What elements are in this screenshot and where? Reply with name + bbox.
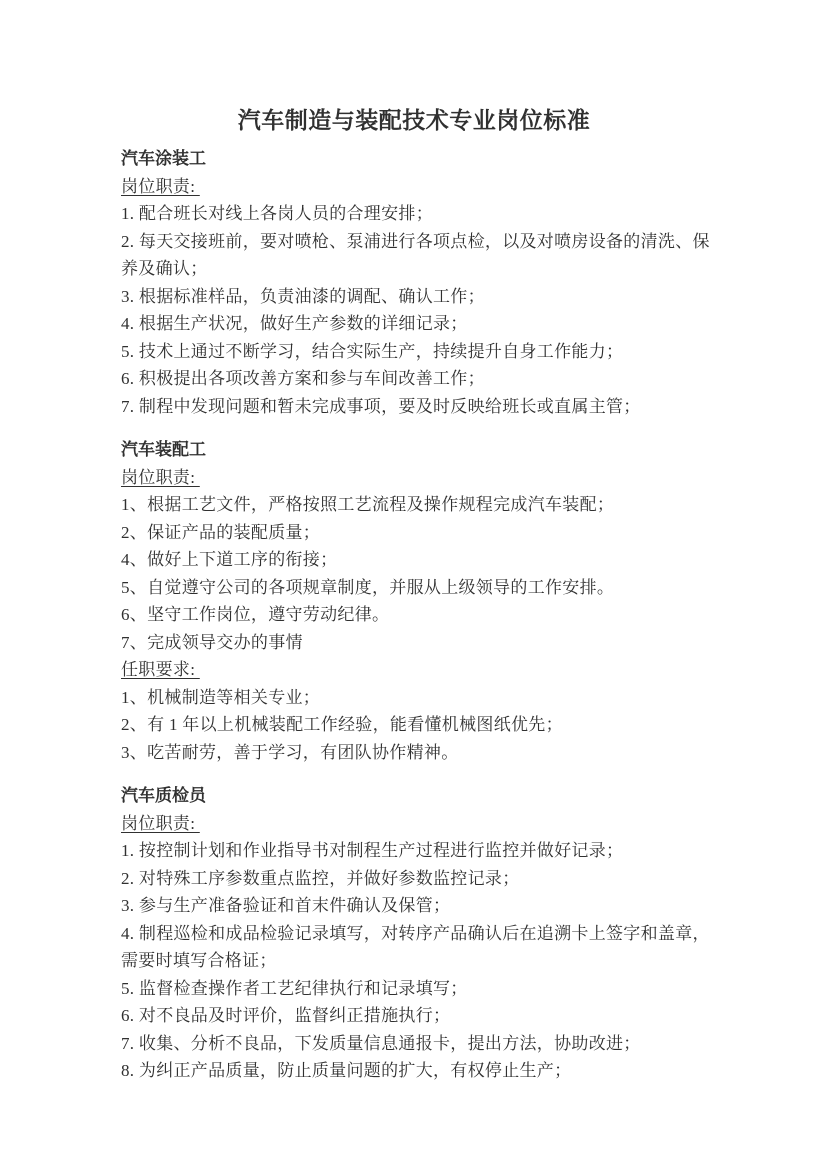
list-subheading-text: 岗位职责: [121,176,200,196]
list-item-line: 养及确认； [121,259,208,278]
list-subheading-text: 任职要求: [121,660,200,679]
job-section [121,436,730,766]
list-item-line: 1. 按控制计划和作业指导书对制程生产过程进行监控并做好记录； [121,841,624,860]
list-item-line: 3. 根据标准样品，负责油漆的调配、确认工作； [121,286,485,306]
list-item-line: 2. 每天交接班前，要对喷枪、泵浦进行各项点检，以及对喷房设备的清洗、保 [121,231,710,251]
list-item-line: 2、有 1 年以上机械装配工作经验，能看懂机械图纸优先； [121,715,563,734]
list-item-line: 7. 收集、分析不良品，下发质量信息通报卡，提出方法，协助改进； [121,1033,641,1053]
list-item-line: 4. 制程巡检和成品检验记录填写，对转序产品确认后在追溯卡上签字和盖章， [121,923,710,943]
list-item-line: 2. 对特殊工序参数重点监控，并做好参数监控记录； [121,868,520,888]
list-item-line: 1. 配合班长对线上各岗人员的合理安排； [121,204,433,223]
document-body [121,145,730,1085]
list-item-line: 4. 根据生产状况，做好生产参数的详细记录； [121,314,468,333]
list-item-line: 6. 对不良品及时评价，监督纠正措施执行； [121,1006,451,1025]
job-section [121,145,730,420]
list-subheading [121,656,730,684]
list-item-line: 6. 积极提出各项改善方案和参与车间改善工作； [121,369,485,388]
list-item-line: 7、完成领导交办的事情 [121,632,303,652]
list-subheading [121,810,730,838]
job-section-heading: 汽车质检员 [121,786,206,805]
list-subheading [121,464,730,492]
job-section-heading: 汽车装配工 [121,440,206,459]
list-item-line: 2、保证产品的装配质量； [121,522,321,542]
list-item-line: 7. 制程中发现问题和暂未完成事项，要及时反映给班长或直属主管； [121,396,641,416]
list-item-line: 1、根据工艺文件，严格按照工艺流程及操作规程完成汽车装配； [121,495,615,514]
list-subheading-text: 岗位职责: [121,813,200,833]
list-item-line: 1、机械制造等相关专业； [121,687,321,707]
list-item-line: 4、做好上下道工序的衔接； [121,550,338,569]
list-item-line: 需要时填写合格证； [121,951,277,970]
job-section [121,782,730,1085]
list-item-line: 6、坚守工作岗位，遵守劳动纪律。 [121,605,390,624]
document-title: 汽车制造与装配技术专业岗位标准 [237,108,591,133]
job-section-heading: 汽车涂装工 [121,149,206,168]
list-subheading [121,173,730,201]
list-subheading-text: 岗位职责: [121,467,200,487]
list-item-line: 5. 技术上通过不断学习，结合实际生产，持续提升自身工作能力； [121,341,624,361]
list-item-line: 5. 监督检查操作者工艺纪律执行和记录填写； [121,978,468,998]
list-item-line: 3、吃苦耐劳，善于学习，有团队协作精神。 [121,742,459,762]
list-item-line: 8. 为纠正产品质量，防止质量问题的扩大，有权停止生产； [121,1061,572,1080]
list-item-line: 3. 参与生产准备验证和首末件确认及保管； [121,896,451,915]
list-item-line: 5、自觉遵守公司的各项规章制度，并服从上级领导的工作安排。 [121,577,615,597]
